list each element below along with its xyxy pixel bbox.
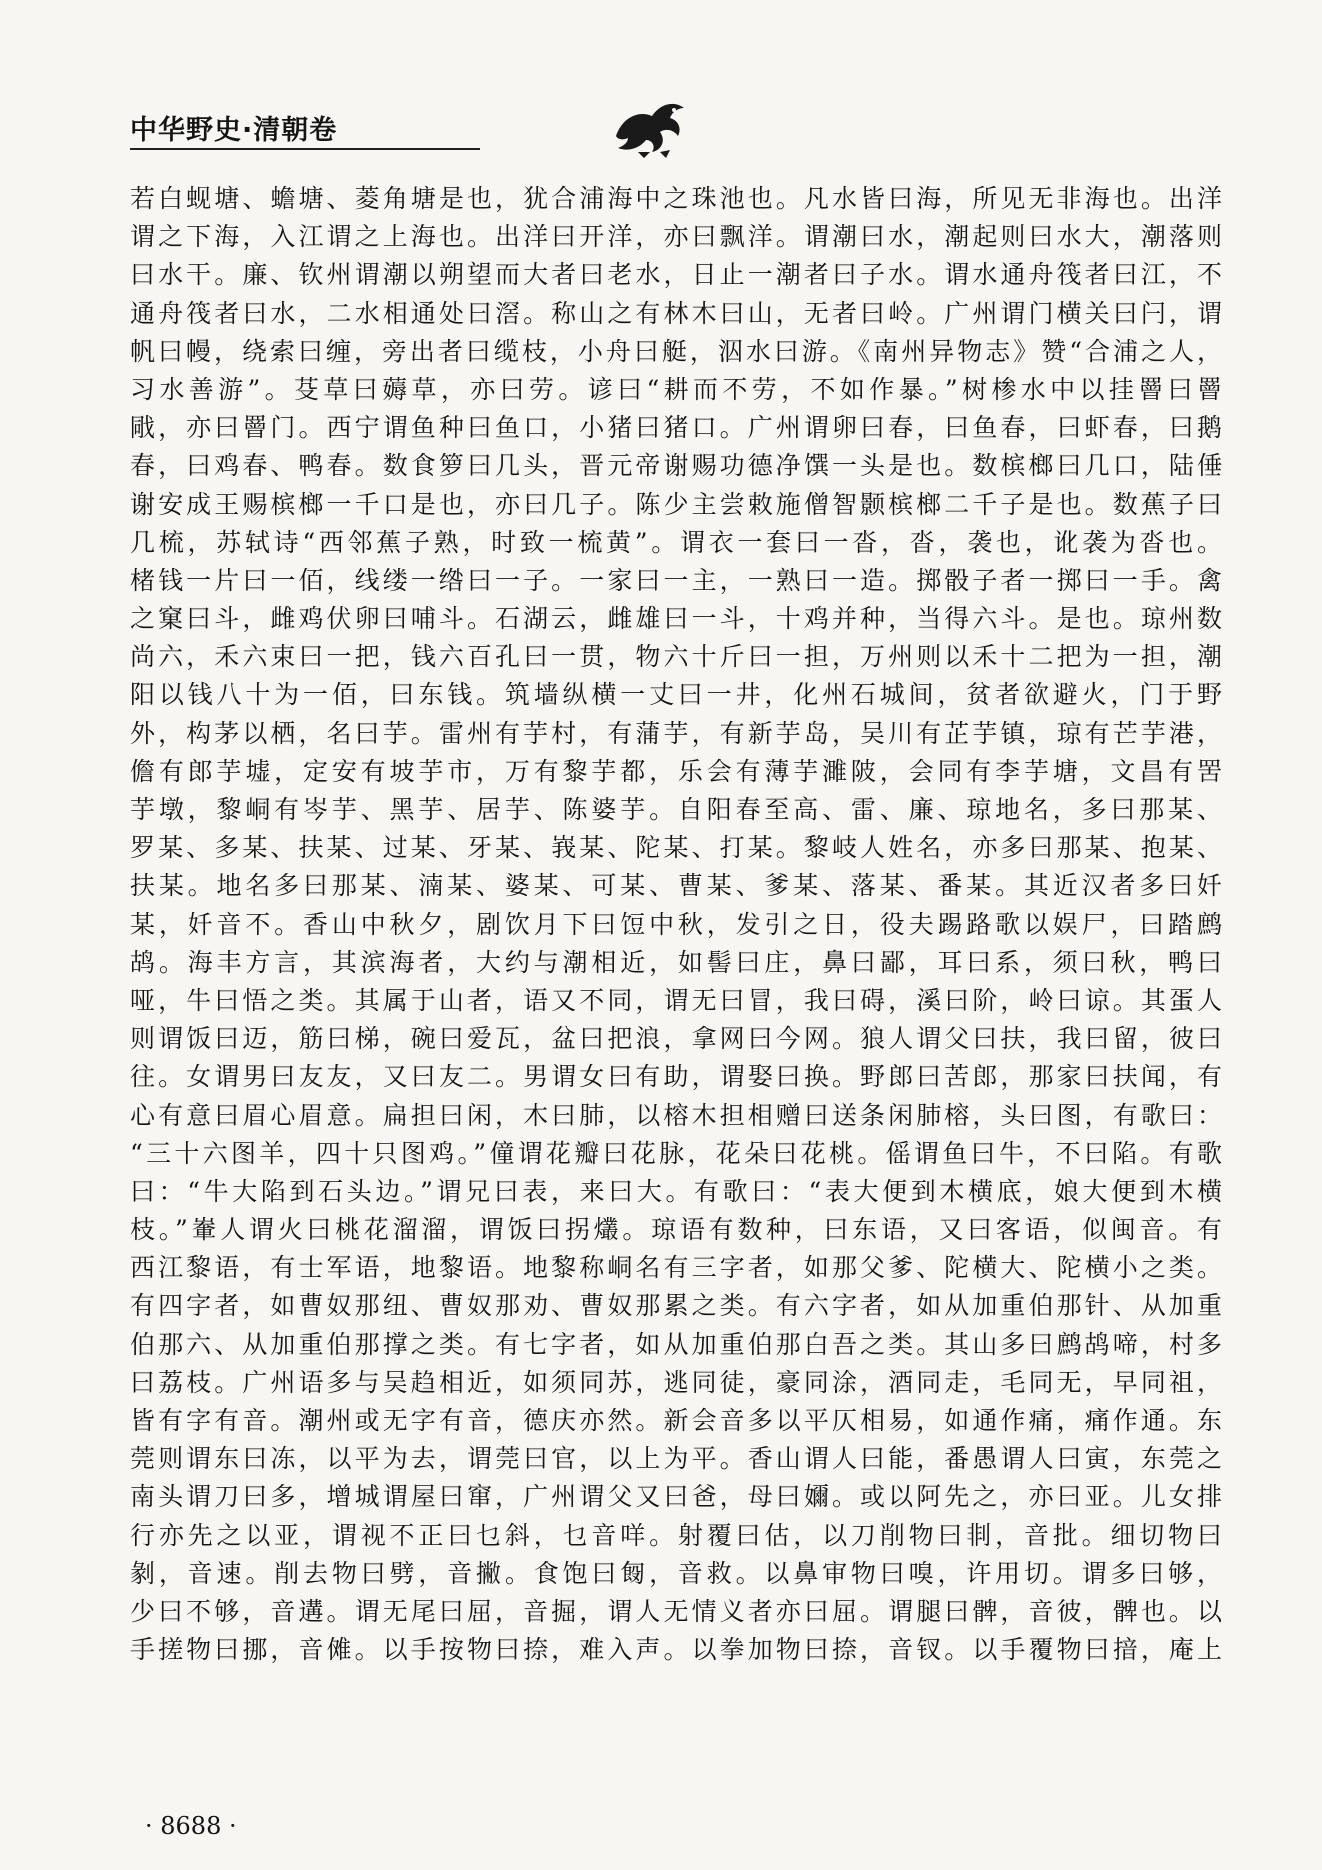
- text-line: 剶，音速。削去物曰劈，音撇。食饱曰匓，音救。以鼻审物曰嗅，许用切。谓多曰够，: [130, 1558, 1222, 1588]
- text-line: 往。女谓男曰友友，又曰友二。男谓女曰有助，谓娶曰换。野郎曰苦郎，那家曰扶闻，有: [130, 1062, 1222, 1092]
- text-line: 儋有郎芋墟，定安有坡芋市，万有黎芋都，乐会有薄芋濉陂，会同有李芋塘，文昌有罟: [130, 756, 1222, 786]
- text-line: 若白蚬塘、蟾塘、菱角塘是也，犹合浦海中之珠池也。凡水皆曰海，所见无非海也。出洋: [130, 184, 1222, 213]
- text-line: 有四字者，如曹奴那纽、曹奴那劝、曹奴那累之类。有六字者，如从加重伯那针、从加重: [130, 1291, 1222, 1321]
- text-line: 阳以钱八十为一佰，曰东钱。筑墙纵横一丈曰一井，化州石城间，贫者欲避火，门于野: [130, 680, 1222, 710]
- text-line: 某，奷音不。香山中秋夕，剧饮月下曰饾中秋，发引之日，役夫踢路歌以娱尸，曰踏鹧: [130, 909, 1222, 939]
- text-line: 曰：“牛大陷到石头边。”谓兄曰表，来曰大。有歌曰：“表大便到木横底，娘大便到木横: [130, 1176, 1222, 1206]
- text-line: 几梳，苏轼诗“西邻蕉子熟，时致一梳黄”。谓衣一套曰一沓，沓，袭也，讹袭为沓也。: [130, 527, 1222, 557]
- text-line: 春，曰鸡春、鸭春。数食箩曰几头，晋元帝谢赐功德净馔一头是也。数槟榔曰几口，陆倕: [130, 451, 1222, 481]
- text-line: 行亦先之以亚，谓视不正曰乜斜，乜音咩。射覆曰估，以刀削物曰剕，音批。细切物曰: [130, 1520, 1222, 1550]
- text-line: 则谓饭曰迈，筋曰梯，碗曰爱瓦，盆曰把浪，拿网曰今网。狼人谓父曰扶，我曰留，彼曰: [130, 1024, 1222, 1054]
- text-line: 习水善游”。芟草曰薅草，亦曰劳。谚曰“耕而不劳，不如作暴。”树椮水中以挂罾曰罾: [130, 374, 1222, 404]
- text-line: 楮钱一片曰一佰，线缕一绺曰一子。一家曰一主，一熟曰一造。掷骰子者一掷曰一手。禽: [130, 565, 1222, 595]
- text-line: 哑，牛曰悟之类。其属于山者，语又不同，谓无曰冒，我曰碍，溪曰阶，岭曰谅。其蛋人: [130, 985, 1222, 1015]
- page-number: · 8688 ·: [145, 1812, 237, 1840]
- text-line: 戙，亦曰罾门。西宁谓鱼种曰鱼口，小猪曰猪口。广州谓卵曰春，曰鱼春，曰虾春，曰鹅: [130, 413, 1222, 443]
- text-line: 西江黎语，有士军语，地黎语。地黎称峒名有三字者，如那父爹、陀横大、陀横小之类。: [130, 1253, 1222, 1283]
- text-line: 皆有字有音。潮州或无字有音，德庆亦然。新会音多以平仄相易，如通作痛，痛作通。东: [130, 1406, 1222, 1435]
- text-line: 南头谓刀曰多，增城谓屋曰窜，广州谓父又曰爸，母曰嬭。或以阿先之，亦曰亚。儿女排: [130, 1482, 1222, 1512]
- page-header: [130, 96, 1220, 156]
- book-title: 中华野史·清朝卷: [130, 115, 338, 146]
- text-line: 外，构茅以栖，名曰芋。雷州有芋村，有蒲芋，有新芋岛，吴川有芷芋镇，琼有芒芋港，: [130, 718, 1222, 748]
- body-text: [130, 180, 1222, 1669]
- text-line: 鸪。海丰方言，其滨海者，大约与潮相近，如髻曰庄，鼻曰鄙，耳曰系，须曰秋，鸭曰: [130, 947, 1222, 977]
- text-line: 尚六，禾六束曰一把，钱六百孔曰一贯，物六十斤曰一担，万州则以禾十二把为一担，潮: [130, 642, 1222, 672]
- text-line: 谢安成王赐槟榔一千口是也，亦曰几子。陈少主尝敕施僧智颢槟榔二千子是也。数蕉子曰: [130, 489, 1222, 519]
- text-line: 心有意曰眉心眉意。扁担曰闲，木曰肺，以榕木担相赠曰送条闲肺榕，头曰图，有歌曰：: [130, 1100, 1222, 1130]
- text-line: 帆曰幔，绕索曰缠，旁出者曰缆枝，小舟曰艇，泅水曰游。《南州异物志》赞“合浦之人，: [130, 336, 1222, 366]
- text-line: 伯那六、从加重伯那撑之类。有七字者，如从加重伯那白吾之类。其山多曰鹧鸪啼，村多: [130, 1329, 1222, 1359]
- text-line: 芋墩，黎峒有岑芋、黑芋、居芋、陈婆芋。自阳春至高、雷、廉、琼地名，多曰那某、: [130, 795, 1222, 824]
- text-line: 扶某。地名多曰那某、湳某、婆某、可某、曹某、爹某、落某、番某。其近汉者多曰奷: [130, 871, 1222, 901]
- text-line: 通舟筏者曰水，二水相通处曰滘。称山之有林木曰山，无者曰岭。广州谓门横关曰闩，谓: [130, 298, 1222, 328]
- text-line: 枝。”輋人谓火曰桃花溜溜，谓饭曰拐爜。琼语有数种，曰东语，又曰客语，似闽音。有: [130, 1215, 1222, 1245]
- text-line: “三十六图羊，四十只图鸡。”僮谓花瓣曰花脉，花朵曰花桃。傜谓鱼曰牛，不曰陷。有歌: [130, 1138, 1222, 1168]
- text-line: 之窠曰斗，雌鸡伏卵曰哺斗。石湖云，雌雄曰一斗，十鸡并种，当得六斗。是也。琼州数: [130, 604, 1222, 634]
- text-line: 手搓物曰挪，音傩。以手按物曰捺，难入声。以拳加物曰捺，音钗。以手覆物曰揞，庵上: [130, 1635, 1222, 1665]
- dragon-icon: [608, 96, 690, 158]
- text-line: 少曰不够，音遘。谓无尾曰屈，音掘，谓人无情义者亦曰屈。谓腿曰髀，音彼，髀也。以: [130, 1596, 1222, 1626]
- text-line: 莞则谓东曰冻，以平为去，谓莞曰官，以上为平。香山谓人曰能，番愚谓人曰寅，东莞之: [130, 1444, 1222, 1474]
- text-line: 罗某、多某、扶某、过某、牙某、峩某、陀某、打某。黎岐人姓名，亦多曰那某、抱某、: [130, 833, 1222, 863]
- header-rule: [130, 148, 480, 150]
- text-line: 谓之下海，入江谓之上海也。出洋曰开洋，亦曰飘洋。谓潮曰水，潮起则曰水大，潮落则: [130, 222, 1222, 252]
- text-line: 曰荔枝。广州语多与吴趋相近，如须同苏，逃同徒，豪同涂，酒同走，毛同无，早同祖，: [130, 1367, 1222, 1397]
- text-line: 曰水干。廉、钦州谓潮以朔望而大者曰老水，日止一潮者曰子水。谓水通舟筏者曰江，不: [130, 260, 1222, 290]
